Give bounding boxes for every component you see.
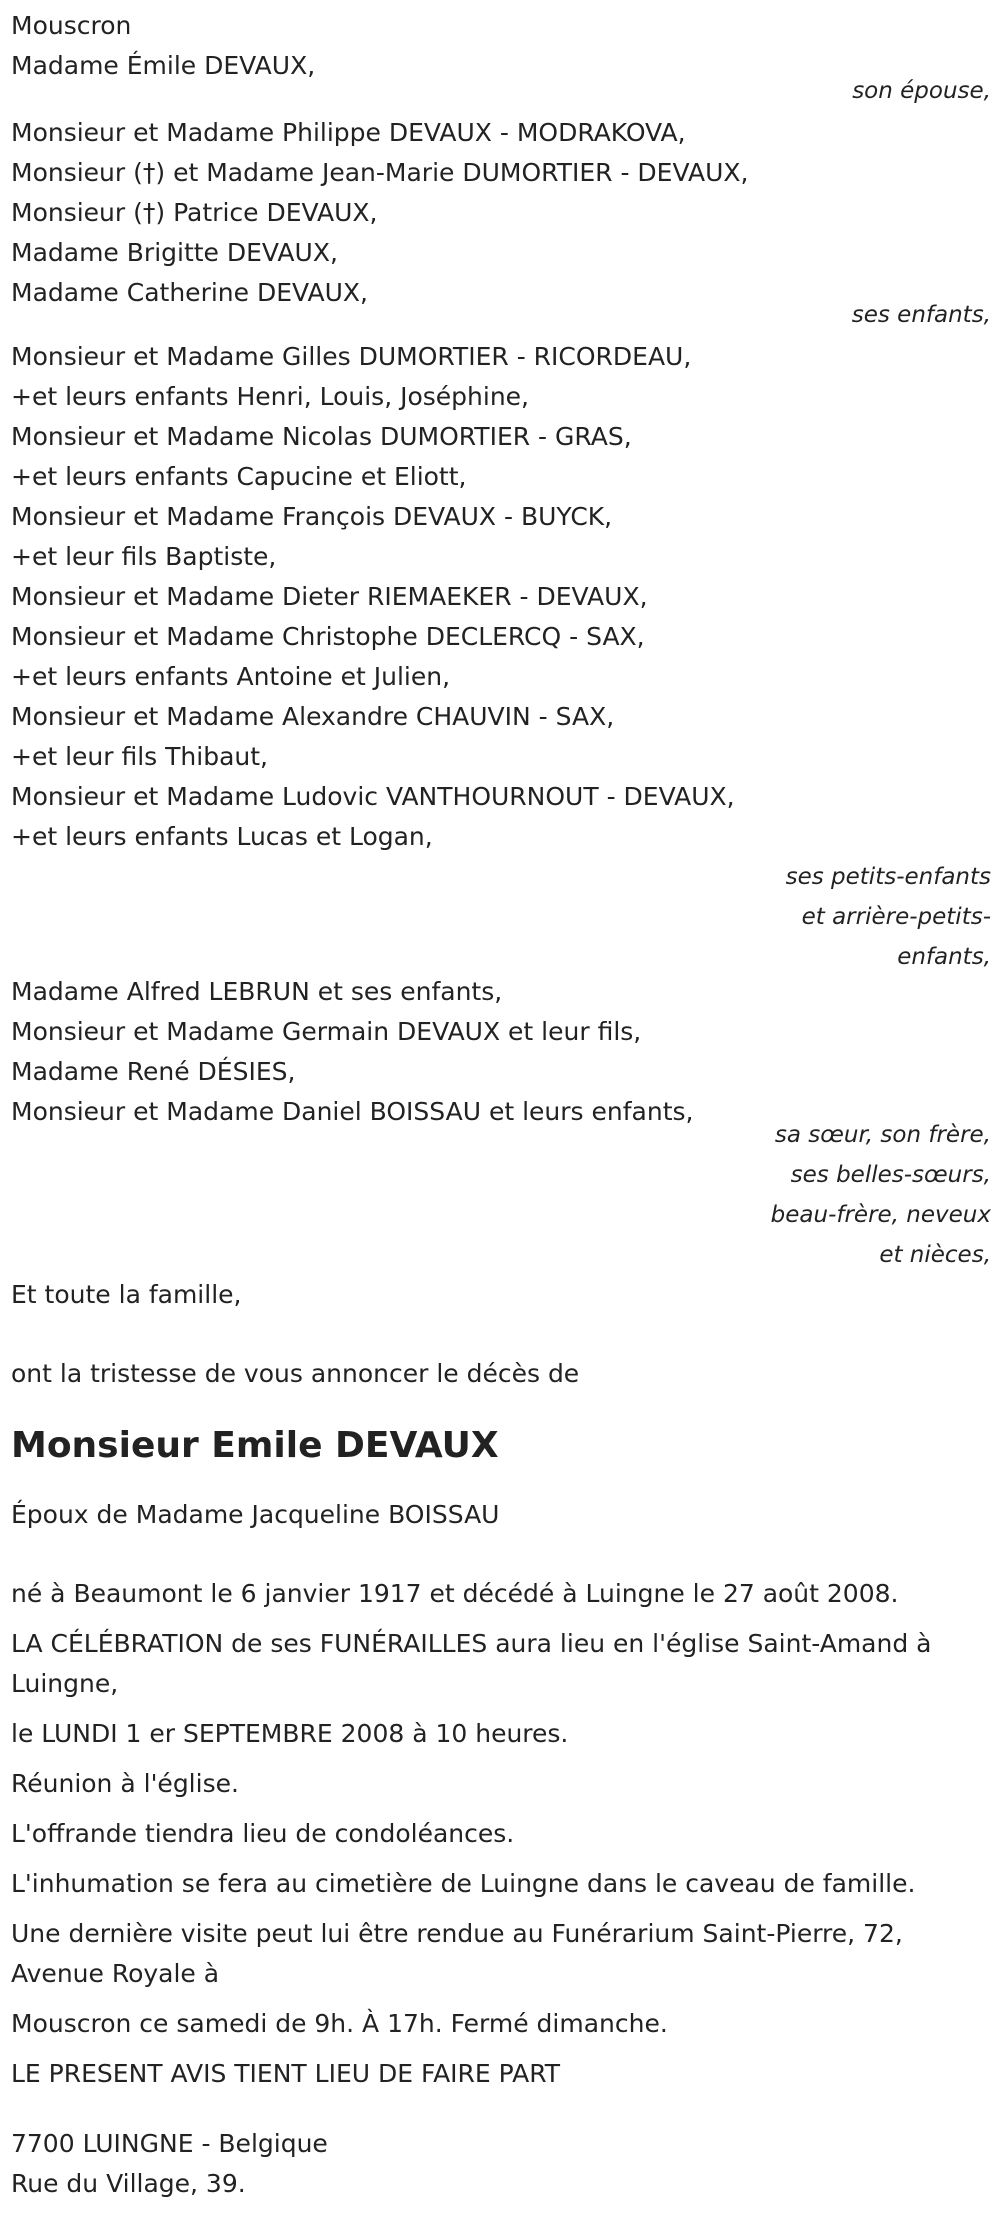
grandchild-name: Monsieur et Madame Ludovic VANTHOURNOUT - DEVAUX, xyxy=(11,782,735,811)
grandchild-name: +et leurs enfants Antoine et Julien, xyxy=(11,662,451,691)
announcement-text: ont la tristesse de vous annoncer le décès de xyxy=(11,1359,580,1388)
spouse-role: son épouse, xyxy=(852,78,991,104)
sibling-name: Monsieur et Madame Germain DEVAUX et leur fils, xyxy=(11,1017,642,1046)
location-text: Mouscron xyxy=(11,11,132,40)
notice-text: LE PRESENT AVIS TIENT LIEU DE FAIRE PART xyxy=(11,2059,561,2088)
grandchild-name: Monsieur et Madame Alexandre CHAUVIN - SAX, xyxy=(11,702,615,731)
obituary-notice xyxy=(11,0,991,2204)
grandchild-name: Monsieur et Madame Dieter RIEMAEKER - DEVAUX, xyxy=(11,582,648,611)
birth-death-text: né à Beaumont le 6 janvier 1917 et décédé à Luingne le 27 août 2008. xyxy=(11,1579,899,1608)
grandchild-name: +et leur fils Baptiste, xyxy=(11,542,277,571)
siblings-role-line: sa sœur, son frère, xyxy=(774,1122,991,1148)
child-name: Madame Catherine DEVAUX, xyxy=(11,278,368,307)
visit-hours-text: Mouscron ce samedi de 9h. À 17h. Fermé dimanche. xyxy=(11,2009,668,2038)
grandchild-name: Monsieur et Madame François DEVAUX - BUYCK, xyxy=(11,502,613,531)
deceased-name-heading: Monsieur Emile DEVAUX xyxy=(11,1425,499,1466)
grandchild-name: +et leur fils Thibaut, xyxy=(11,742,268,771)
grandchildren-role-line: ses petits-enfants xyxy=(785,864,991,890)
child-name: Monsieur (†) et Madame Jean-Marie DUMORTIER - DEVAUX, xyxy=(11,158,749,187)
child-name: Madame Brigitte DEVAUX, xyxy=(11,238,338,267)
address-city: 7700 LUINGNE - Belgique xyxy=(11,2129,328,2158)
children-group xyxy=(11,113,991,335)
offering-text: L'offrande tiendra lieu de condoléances. xyxy=(11,1819,515,1848)
siblings-role-line: beau-frère, neveux xyxy=(770,1202,991,1228)
child-name: Monsieur et Madame Philippe DEVAUX - MODRAKOVA, xyxy=(11,118,686,147)
funeral-details xyxy=(11,1574,991,2094)
date-time-text: le LUNDI 1 er SEPTEMBRE 2008 à 10 heures. xyxy=(11,1719,569,1748)
grandchild-name: +et leurs enfants Lucas et Logan, xyxy=(11,822,433,851)
grandchildren-group xyxy=(11,337,991,977)
sibling-name: Monsieur et Madame Daniel BOISSAU et leurs enfants, xyxy=(11,1097,694,1126)
spouse-name: Madame Émile DEVAUX, xyxy=(11,51,316,80)
grandchild-name: Monsieur et Madame Gilles DUMORTIER - RICORDEAU, xyxy=(11,342,692,371)
address-street: Rue du Village, 39. xyxy=(11,2169,246,2198)
spouse-of-text: Époux de Madame Jacqueline BOISSAU xyxy=(11,1500,500,1529)
visit-text: Une dernière visite peut lui être rendue au Funérarium Saint-Pierre, 72, Avenue Royale à xyxy=(11,1919,903,1988)
grandchild-name: +et leurs enfants Capucine et Eliott, xyxy=(11,462,467,491)
spouse-group xyxy=(11,46,991,111)
grandchildren-role-line: enfants, xyxy=(897,944,991,970)
grandchildren-role-line: et arrière-petits- xyxy=(801,904,991,930)
siblings-role-line: et nièces, xyxy=(879,1242,991,1268)
address-block xyxy=(11,2124,991,2204)
family-text: Et toute la famille, xyxy=(11,1280,242,1309)
grandchild-name: +et leurs enfants Henri, Louis, Joséphine, xyxy=(11,382,530,411)
children-role: ses enfants, xyxy=(851,302,991,328)
child-name: Monsieur (†) Patrice DEVAUX, xyxy=(11,198,378,227)
sibling-name: Madame Alfred LEBRUN et ses enfants, xyxy=(11,977,503,1006)
burial-text: L'inhumation se fera au cimetière de Luingne dans le caveau de famille. xyxy=(11,1869,916,1898)
sibling-name: Madame René DÉSIES, xyxy=(11,1057,296,1086)
celebration-text: LA CÉLÉBRATION de ses FUNÉRAILLES aura lieu en l'église Saint-Amand à Luingne, xyxy=(11,1629,932,1698)
grandchild-name: Monsieur et Madame Christophe DECLERCQ - SAX, xyxy=(11,622,645,651)
siblings-role-line: ses belles-sœurs, xyxy=(790,1162,991,1188)
meeting-text: Réunion à l'église. xyxy=(11,1769,239,1798)
siblings-group xyxy=(11,972,991,1275)
grandchild-name: Monsieur et Madame Nicolas DUMORTIER - GRAS, xyxy=(11,422,632,451)
